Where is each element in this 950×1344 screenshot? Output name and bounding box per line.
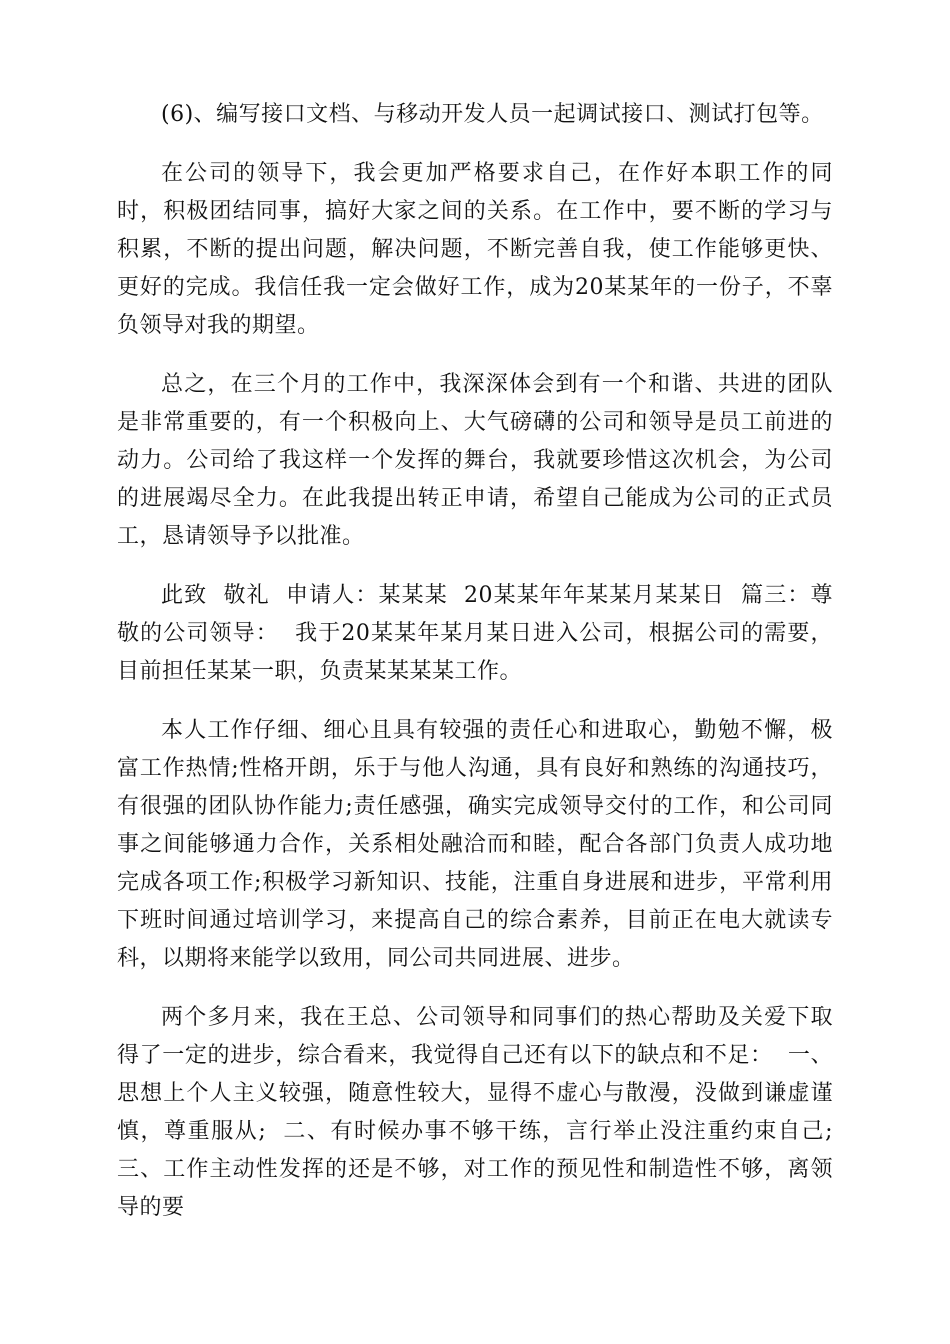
- paragraph-item-6: (6)、编写接口文档、与移动开发人员一起调试接口、测试打包等。: [161, 102, 824, 127]
- paragraph-self-requirement: 在公司的领导下，我会更加严格要求自己，在作好本职工作的同时，积极团结同事，搞好大家之间的关系。在工作中，要不断的学习与积累，不断的提出问题，解决问题，不断完善自我，使工作能够更快、更好的完成。我信任我一定会做好工作，成为20某某年的一份子，不辜负领导对我的期望。: [117, 161, 833, 338]
- paragraph-self-evaluation: 本人工作仔细、细心且具有较强的责任心和进取心，勤勉不懈，极富工作热情;性格开朗，乐于与他人沟通，具有良好和熟练的沟通技巧，有很强的团队协作能力;责任感强，确实完成领导交付的工作，和公司同事之间能够通力合作，关系相处融洽而和睦，配合各部门负责人成功地完成各项工作;积极学习新知识、技能，注重自身进展和进步，平常利用下班时间通过培训学习，来提高自己的综合素养，目前正在电大就读专科，以期将来能学以致用，同公司共同进展、进步。: [117, 718, 833, 971]
- paragraph-closing-and-part-three: 此致 敬礼 申请人：某某某 20某某年年某某月某某日 篇三：尊敬的公司领导： 我于20某某年某月某日进入公司，根据公司的需要，目前担任某某一职，负责某某某某工作。: [117, 583, 833, 684]
- paragraph-summary: 总之，在三个月的工作中，我深深体会到有一个和谐、共进的团队是非常重要的，有一个积极向上、大气磅礴的公司和领导是员工前进的动力。公司给了我这样一个发挥的舞台，我就要珍惜这次机会，为公司的进展竭尽全力。在此我提出转正申请，希望自己能成为公司的正式员工，恳请领导予以批准。: [117, 372, 833, 549]
- document-body: [117, 96, 848, 1248]
- paragraph-shortcomings: 两个多月来，我在王总、公司领导和同事们的热心帮助及关爱下取得了一定的进步，综合看来，我觉得自己还有以下的缺点和不足： 一、思想上个人主义较强，随意性较大，显得不虚心与散漫，没做到谦虚谨慎，尊重服从; 二、有时候办事不够干练，言行举止没注重约束自己; 三、工作主动性发挥的还是不够，对工作的预见性和制造性不够，离领导的要: [117, 1005, 848, 1220]
